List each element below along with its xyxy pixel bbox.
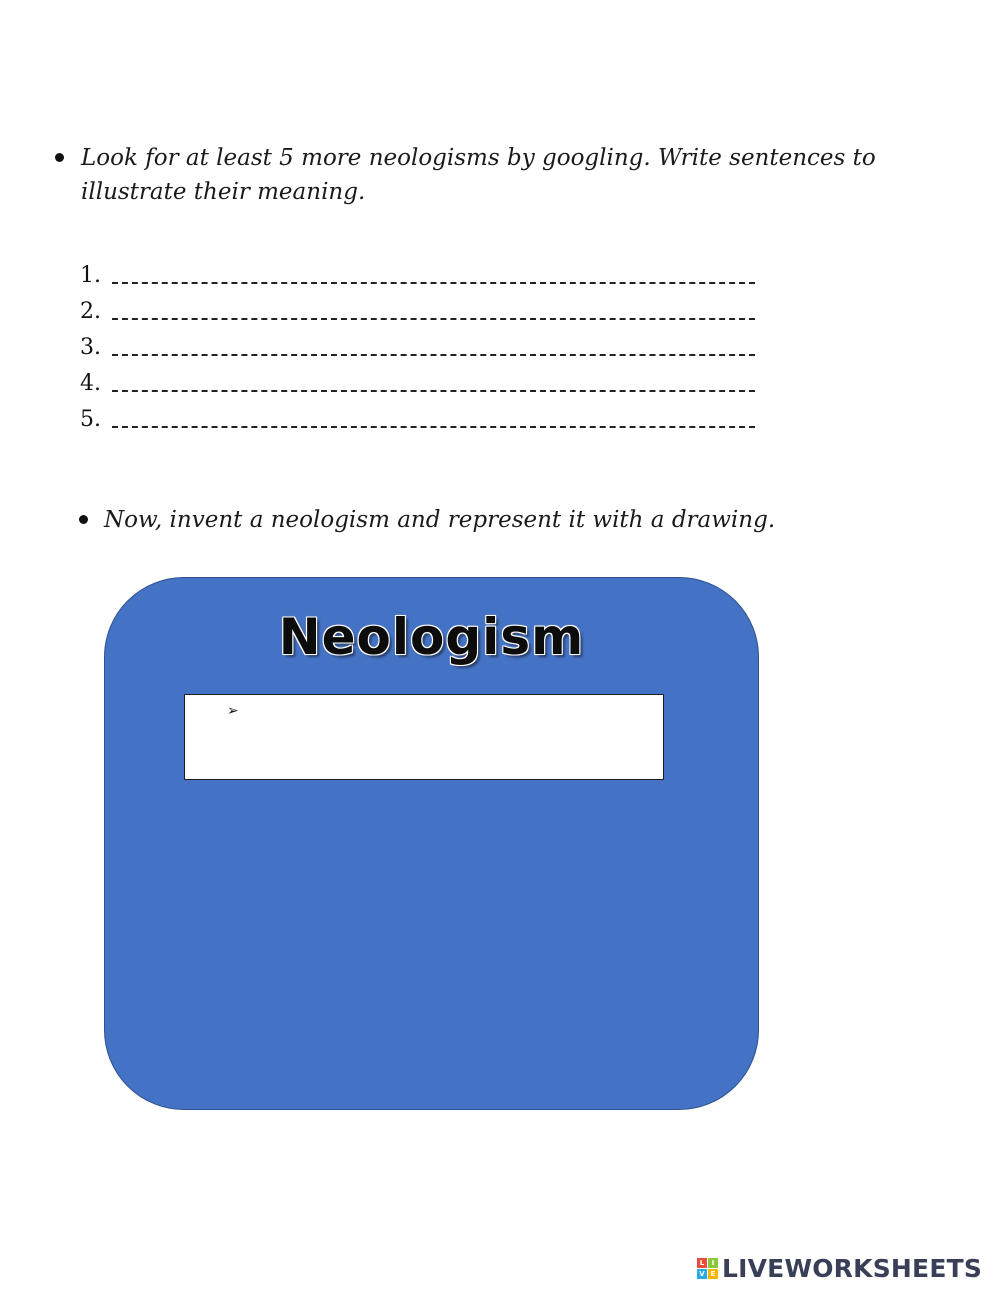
answer-line-5 — [80, 398, 770, 434]
answer-line-1 — [80, 254, 770, 290]
answer-blank-5[interactable] — [112, 404, 755, 428]
answer-line-2 — [80, 290, 770, 326]
answer-number: 1. — [80, 263, 101, 288]
arrow-bullet-icon: ➢ — [227, 703, 239, 719]
logo-letter: I — [708, 1258, 718, 1268]
answer-number: 3. — [80, 335, 101, 360]
answer-line-4 — [80, 362, 770, 398]
answer-blank-3[interactable] — [112, 332, 755, 356]
bullet-dot — [55, 153, 64, 162]
liveworksheets-brand — [697, 1254, 982, 1283]
neologism-input-box[interactable] — [184, 694, 664, 780]
answer-number: 4. — [80, 371, 101, 396]
answer-blank-4[interactable] — [112, 368, 755, 392]
instruction-invent: Now, invent a neologism and represent it with a drawing. — [104, 507, 776, 533]
bullet-dot — [79, 515, 88, 524]
answer-line-3 — [80, 326, 770, 362]
answer-list — [80, 254, 770, 434]
liveworksheets-logo-icon — [697, 1258, 718, 1279]
logo-letter: L — [697, 1258, 707, 1268]
answer-number: 2. — [80, 299, 101, 324]
card-title: Neologism — [278, 608, 585, 666]
logo-letter: V — [697, 1269, 707, 1279]
brand-name: LIVEWORKSHEETS — [722, 1254, 983, 1283]
instruction-googling: Look for at least 5 more neologisms by googling. Write sentences to illustrate their meaning. — [81, 145, 876, 205]
logo-letter: E — [708, 1269, 718, 1279]
neologism-drawing-card[interactable] — [104, 577, 759, 1110]
answer-number: 5. — [80, 407, 101, 432]
answer-blank-2[interactable] — [112, 296, 755, 320]
answer-blank-1[interactable] — [112, 260, 755, 284]
